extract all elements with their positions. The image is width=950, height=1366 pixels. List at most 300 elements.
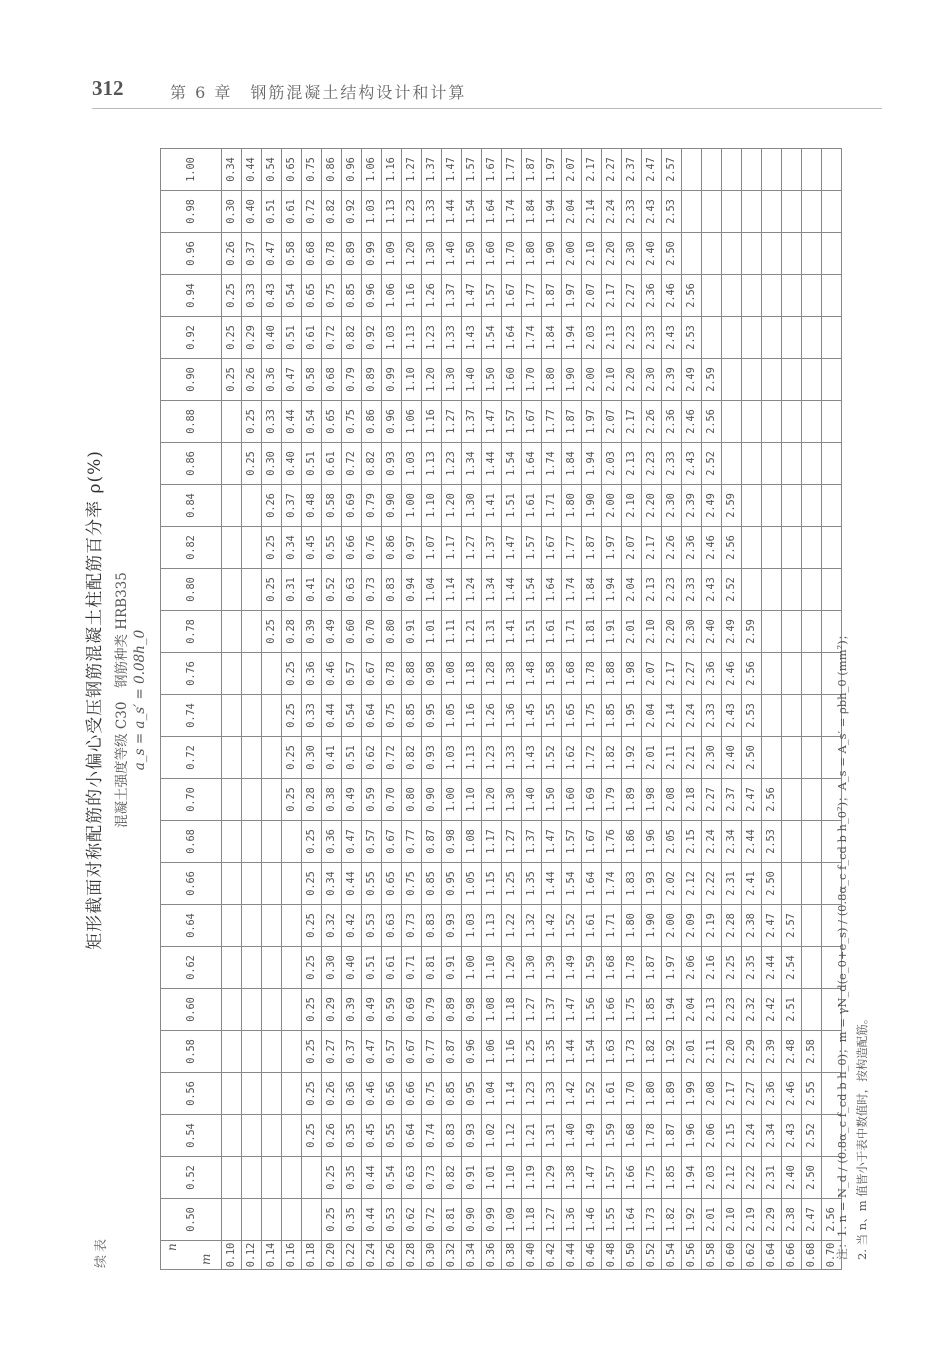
table-cell: 1.59 [602,1115,622,1157]
table-cell: 1.80 [522,233,542,275]
table-cell: 2.51 [782,989,802,1031]
table-cell: 0.30 [222,191,242,233]
table-cell: 1.51 [502,485,522,527]
table-cell: 0.52 [322,569,342,611]
table-cell: 1.43 [462,317,482,359]
table-cell: 1.25 [522,1031,542,1073]
table-cell [242,653,262,695]
table-cell: 2.06 [682,947,702,989]
table-cell: 2.17 [722,1073,742,1115]
table-cell: 2.43 [662,317,682,359]
table-cell: 1.59 [582,947,602,989]
table-cell: 1.21 [462,611,482,653]
table-cell: 1.14 [442,569,462,611]
table-cell: 1.87 [642,947,662,989]
table-cell: 1.80 [642,1073,662,1115]
table-cell: 1.08 [482,989,502,1031]
table-cell: 2.49 [682,359,702,401]
table-cell: 1.84 [542,317,562,359]
table-cell: 1.10 [502,1157,522,1199]
table-cell: 0.79 [342,359,362,401]
table-cell [722,233,742,275]
table-cell: 0.89 [342,233,362,275]
table-cell: 2.03 [702,1157,722,1199]
table-cell: 2.39 [762,1031,782,1073]
table-cell [222,695,242,737]
m-row-header: 0.30 [422,1241,442,1270]
table-cell: 1.13 [462,737,482,779]
table-cell: 2.20 [602,233,622,275]
table-cell [262,1031,282,1073]
table-cell: 1.77 [542,401,562,443]
table-cell [782,317,802,359]
table-cell [802,275,822,317]
table-cell: 0.91 [402,611,422,653]
table-cell: 2.40 [722,737,742,779]
table-cell: 1.30 [442,359,462,401]
table-cell: 0.55 [322,527,342,569]
table-cell: 1.03 [462,905,482,947]
table-cell: 2.40 [782,1157,802,1199]
table-cell: 2.26 [642,401,662,443]
table-cell: 0.36 [342,1073,362,1115]
table-cell [762,191,782,233]
table-cell: 0.82 [362,443,382,485]
table-cell: 1.65 [562,695,582,737]
table-cell: 1.13 [402,317,422,359]
table-cell: 0.96 [462,1031,482,1073]
table-cell: 0.95 [422,695,442,737]
m-row-header: 0.10 [222,1241,242,1270]
table-cell: 2.52 [722,569,742,611]
table-cell: 1.27 [522,989,542,1031]
table-cell: 0.26 [222,233,242,275]
m-label: m [199,1253,213,1265]
table-row [662,149,682,1270]
table-cell: 2.46 [702,527,722,569]
table-cell: 0.51 [342,737,362,779]
table-cell: 1.62 [562,737,582,779]
table-cell: 2.20 [642,485,662,527]
table-cell: 0.69 [342,485,362,527]
table-cell: 1.03 [442,737,462,779]
table-cell: 0.28 [302,779,322,821]
table-cell: 0.28 [282,611,302,653]
table-cell: 1.05 [462,863,482,905]
table-cell: 0.25 [282,653,302,695]
table-cell: 2.54 [782,947,802,989]
table-cell: 1.73 [642,1199,662,1241]
table-cell: 1.85 [662,1157,682,1199]
table-cell [222,401,242,443]
table-cell: 2.13 [702,989,722,1031]
table-cell [722,401,742,443]
table-cell: 1.68 [602,947,622,989]
table-cell [802,149,822,191]
table-cell: 1.21 [522,1115,542,1157]
table-cell: 2.56 [762,779,782,821]
table-cell: 0.75 [402,863,422,905]
table-cell: 1.82 [602,737,622,779]
table-cell: 1.98 [642,779,662,821]
table-cell: 2.52 [802,1115,822,1157]
table-cell: 2.44 [742,821,762,863]
table-cell: 1.94 [662,989,682,1031]
table-cell: 2.47 [642,149,662,191]
table-row [782,149,802,1270]
n-header-cell: 0.72 [161,737,222,779]
table-cell: 0.75 [322,275,342,317]
table-cell: 1.75 [642,1157,662,1199]
table-cell: 0.61 [322,443,342,485]
table-cell: 2.06 [702,1115,722,1157]
table-cell: 0.25 [302,905,322,947]
table-cell: 1.84 [522,191,542,233]
table-row [242,149,262,1270]
table-cell [242,737,262,779]
table-cell: 0.40 [282,443,302,485]
table-cell: 1.36 [502,695,522,737]
table-cell [802,695,822,737]
table-cell: 1.23 [482,737,502,779]
table-cell: 0.47 [262,233,282,275]
table-cell [802,569,822,611]
table-cell: 0.25 [302,863,322,905]
table-cell: 0.82 [402,737,422,779]
table-cell: 0.25 [222,275,242,317]
table-cell: 0.41 [322,737,342,779]
table-cell: 1.43 [522,737,542,779]
table-cell: 1.42 [542,905,562,947]
table-cell: 1.50 [482,359,502,401]
n-header-cell: 0.68 [161,821,222,863]
table-cell [822,485,842,527]
table-cell: 0.66 [402,1073,422,1115]
n-header-cell: 0.58 [161,1031,222,1073]
table-cell: 0.81 [442,1199,462,1241]
table-cell: 1.70 [622,1073,642,1115]
n-header-cell: 0.62 [161,947,222,989]
table-cell: 2.13 [642,569,662,611]
table-cell: 2.58 [802,1031,822,1073]
table-cell: 0.99 [362,233,382,275]
table-cell [802,653,822,695]
table-cell: 1.10 [482,947,502,989]
note-2: 2. 当 n、m 值皆小于表中数值时，按构造配筋。 [855,1012,869,1260]
m-row-header: 0.38 [502,1241,522,1270]
table-cell: 2.04 [562,191,582,233]
table-cell: 2.00 [562,233,582,275]
table-cell [782,149,802,191]
table-cell: 1.74 [562,569,582,611]
table-cell: 1.57 [562,821,582,863]
table-cell: 1.60 [562,779,582,821]
table-cell: 2.00 [662,905,682,947]
table-cell [742,443,762,485]
table-cell: 0.85 [342,275,362,317]
table-cell: 1.13 [422,443,442,485]
table-cell: 0.96 [342,149,362,191]
table-cell: 1.37 [442,275,462,317]
table-cell [262,737,282,779]
table-cell: 0.25 [222,317,242,359]
table-cell: 0.67 [382,821,402,863]
table-cell: 1.33 [502,737,522,779]
table-cell: 1.91 [602,611,622,653]
table-cell: 2.34 [762,1115,782,1157]
table-cell: 2.24 [602,191,622,233]
table-cell: 1.96 [682,1115,702,1157]
table-cell: 2.12 [682,863,702,905]
note-1: 注：1. n = N_d / (0.8α_c f_cd b h_0)；m = γN_d(e_0+e_s) / (0.8α_c f_cd b h_0²)；A_s = A_s′ = ρbh_0 (mm²)； [835,628,849,1260]
table-cell: 2.01 [622,611,642,653]
table-cell: 2.07 [602,401,622,443]
table-cell [762,359,782,401]
table-cell: 0.86 [322,149,342,191]
table-cell [242,1157,262,1199]
table-cell: 2.00 [582,359,602,401]
table-cell: 2.17 [602,275,622,317]
table-cell: 2.44 [762,947,782,989]
table-cell: 1.71 [562,611,582,653]
table-cell: 1.38 [502,653,522,695]
table-row [462,149,482,1270]
table-cell [782,527,802,569]
table-cell: 1.83 [622,863,642,905]
table-cell: 2.46 [722,653,742,695]
table-cell: 0.57 [362,821,382,863]
table-cell [802,947,822,989]
table-cell: 1.37 [522,821,542,863]
table-cell: 2.03 [582,317,602,359]
table-cell: 1.70 [502,233,522,275]
table-cell [682,149,702,191]
table-cell: 0.77 [422,1031,442,1073]
table-cell [242,1199,262,1241]
table-cell: 1.87 [522,149,542,191]
table-cell: 1.09 [382,233,402,275]
table-cell: 2.43 [722,695,742,737]
table-cell: 1.37 [542,989,562,1031]
table-cell: 0.29 [322,989,342,1031]
table-cell: 1.57 [522,527,542,569]
table-cell: 0.47 [362,1031,382,1073]
m-row-header: 0.14 [262,1241,282,1270]
n-header-cell: 0.50 [161,1199,222,1241]
table-row [422,149,442,1270]
table-cell: 1.03 [402,443,422,485]
table-cell: 2.52 [702,443,722,485]
table-cell: 1.40 [522,779,542,821]
table-cell: 1.75 [622,989,642,1031]
table-cell [782,695,802,737]
table-cell: 1.54 [482,317,502,359]
table-cell: 0.75 [342,401,362,443]
m-row-header: 0.64 [762,1241,782,1270]
n-header-cell: 0.98 [161,191,222,233]
table-cell [282,905,302,947]
table-cell [802,989,822,1031]
table-cell: 2.36 [762,1073,782,1115]
table-cell: 2.47 [762,905,782,947]
n-header-cell: 0.90 [161,359,222,401]
table-cell [822,569,842,611]
table-cell [262,905,282,947]
table-cell [802,527,822,569]
table-cell: 2.49 [702,485,722,527]
table-cell: 1.30 [422,233,442,275]
table-cell [742,569,762,611]
n-header-cell: 0.78 [161,611,222,653]
table-cell: 1.37 [462,401,482,443]
table-cell: 2.47 [742,779,762,821]
table-cell: 0.42 [342,905,362,947]
table-cell [282,1157,302,1199]
table-cell: 1.60 [502,359,522,401]
table-cell: 0.83 [442,1115,462,1157]
m-row-header: 0.20 [322,1241,342,1270]
table-cell: 2.08 [662,779,682,821]
table-cell: 2.56 [742,653,762,695]
table-cell [742,401,762,443]
table-cell: 0.70 [362,611,382,653]
table-cell: 1.26 [422,275,442,317]
table-cell: 2.23 [662,569,682,611]
table-cell [262,863,282,905]
table-cell: 1.73 [622,1031,642,1073]
table-cell: 0.44 [242,149,262,191]
table-cell: 2.48 [782,1031,802,1073]
table-cell: 1.54 [502,443,522,485]
m-row-header: 0.70 [822,1241,842,1270]
table-cell: 1.84 [562,443,582,485]
table-cell [262,947,282,989]
table-cell: 1.52 [582,1073,602,1115]
table-cell: 1.46 [582,1199,602,1241]
table-cell: 1.97 [562,275,582,317]
table-cell [782,821,802,863]
table-cell: 2.30 [622,233,642,275]
table-cell [822,191,842,233]
table-cell: 0.25 [242,443,262,485]
table-cell: 1.01 [422,611,442,653]
table-cell: 0.62 [362,737,382,779]
table-cell: 1.40 [462,359,482,401]
table-cell: 2.04 [642,695,662,737]
table-cell [782,359,802,401]
table-cell [262,1073,282,1115]
table-cell [222,527,242,569]
table-cell: 1.90 [642,905,662,947]
table-cell [722,191,742,233]
table-cell: 0.63 [402,1157,422,1199]
table-cell: 2.31 [722,863,742,905]
table-cell [802,737,822,779]
table-cell [762,317,782,359]
table-cell [722,317,742,359]
table-cell: 0.27 [322,1031,342,1073]
table-cell: 2.14 [582,191,602,233]
table-cell: 0.63 [342,569,362,611]
table-cell: 0.37 [342,1031,362,1073]
table-cell: 1.47 [462,275,482,317]
table-cell: 2.38 [742,905,762,947]
table-cell [282,1073,302,1115]
table-cell: 1.20 [482,779,502,821]
table-cell: 0.40 [262,317,282,359]
table-cell: 1.97 [542,149,562,191]
table-cell [282,863,302,905]
header-row [161,149,222,1270]
m-row-header: 0.18 [302,1241,322,1270]
table-cell [242,989,262,1031]
table-cell: 1.30 [522,947,542,989]
table-cell: 1.97 [662,947,682,989]
table-cell [742,275,762,317]
table-cell: 0.96 [362,275,382,317]
table-cell: 1.82 [662,1199,682,1241]
table-row [222,149,242,1270]
table-cell: 0.91 [442,947,462,989]
table-cell: 2.24 [682,695,702,737]
table-cell [762,401,782,443]
table-cell: 1.49 [582,1115,602,1157]
table-cell [762,485,782,527]
table-cell: 0.68 [302,233,322,275]
table-cell: 2.00 [602,485,622,527]
table-cell [242,569,262,611]
table-cell: 0.64 [362,695,382,737]
table-cell: 0.81 [422,947,442,989]
table-cell [742,149,762,191]
table-cell: 0.25 [282,737,302,779]
table-cell: 1.39 [542,947,562,989]
table-cell: 2.17 [662,653,682,695]
table-cell [282,1031,302,1073]
table-cell: 2.01 [642,737,662,779]
table-cell: 0.59 [382,989,402,1031]
table-cell [802,317,822,359]
table-cell: 0.35 [342,1199,362,1241]
table-cell: 2.01 [702,1199,722,1241]
table-cell [782,737,802,779]
table-cell: 1.98 [622,653,642,695]
table-cell: 1.85 [602,695,622,737]
table-cell: 1.03 [382,317,402,359]
table-cell [802,821,822,863]
table-cell: 1.10 [462,779,482,821]
table-cell [762,569,782,611]
table-cell: 1.92 [682,1199,702,1241]
table-cell: 1.94 [562,317,582,359]
table-cell [282,1115,302,1157]
table-cell: 2.43 [782,1115,802,1157]
n-header-cell: 0.96 [161,233,222,275]
table-cell [242,527,262,569]
table-cell: 1.64 [482,191,502,233]
m-row-header: 0.34 [462,1241,482,1270]
table-cell: 1.30 [502,779,522,821]
table-cell: 2.57 [662,149,682,191]
table-cell: 2.30 [702,737,722,779]
table-cell: 2.04 [622,569,642,611]
table-cell: 0.87 [422,821,442,863]
table-cell [802,863,822,905]
table-cell [682,191,702,233]
m-row-header: 0.42 [542,1241,562,1270]
table-cell: 2.39 [662,359,682,401]
table-cell: 0.93 [382,443,402,485]
